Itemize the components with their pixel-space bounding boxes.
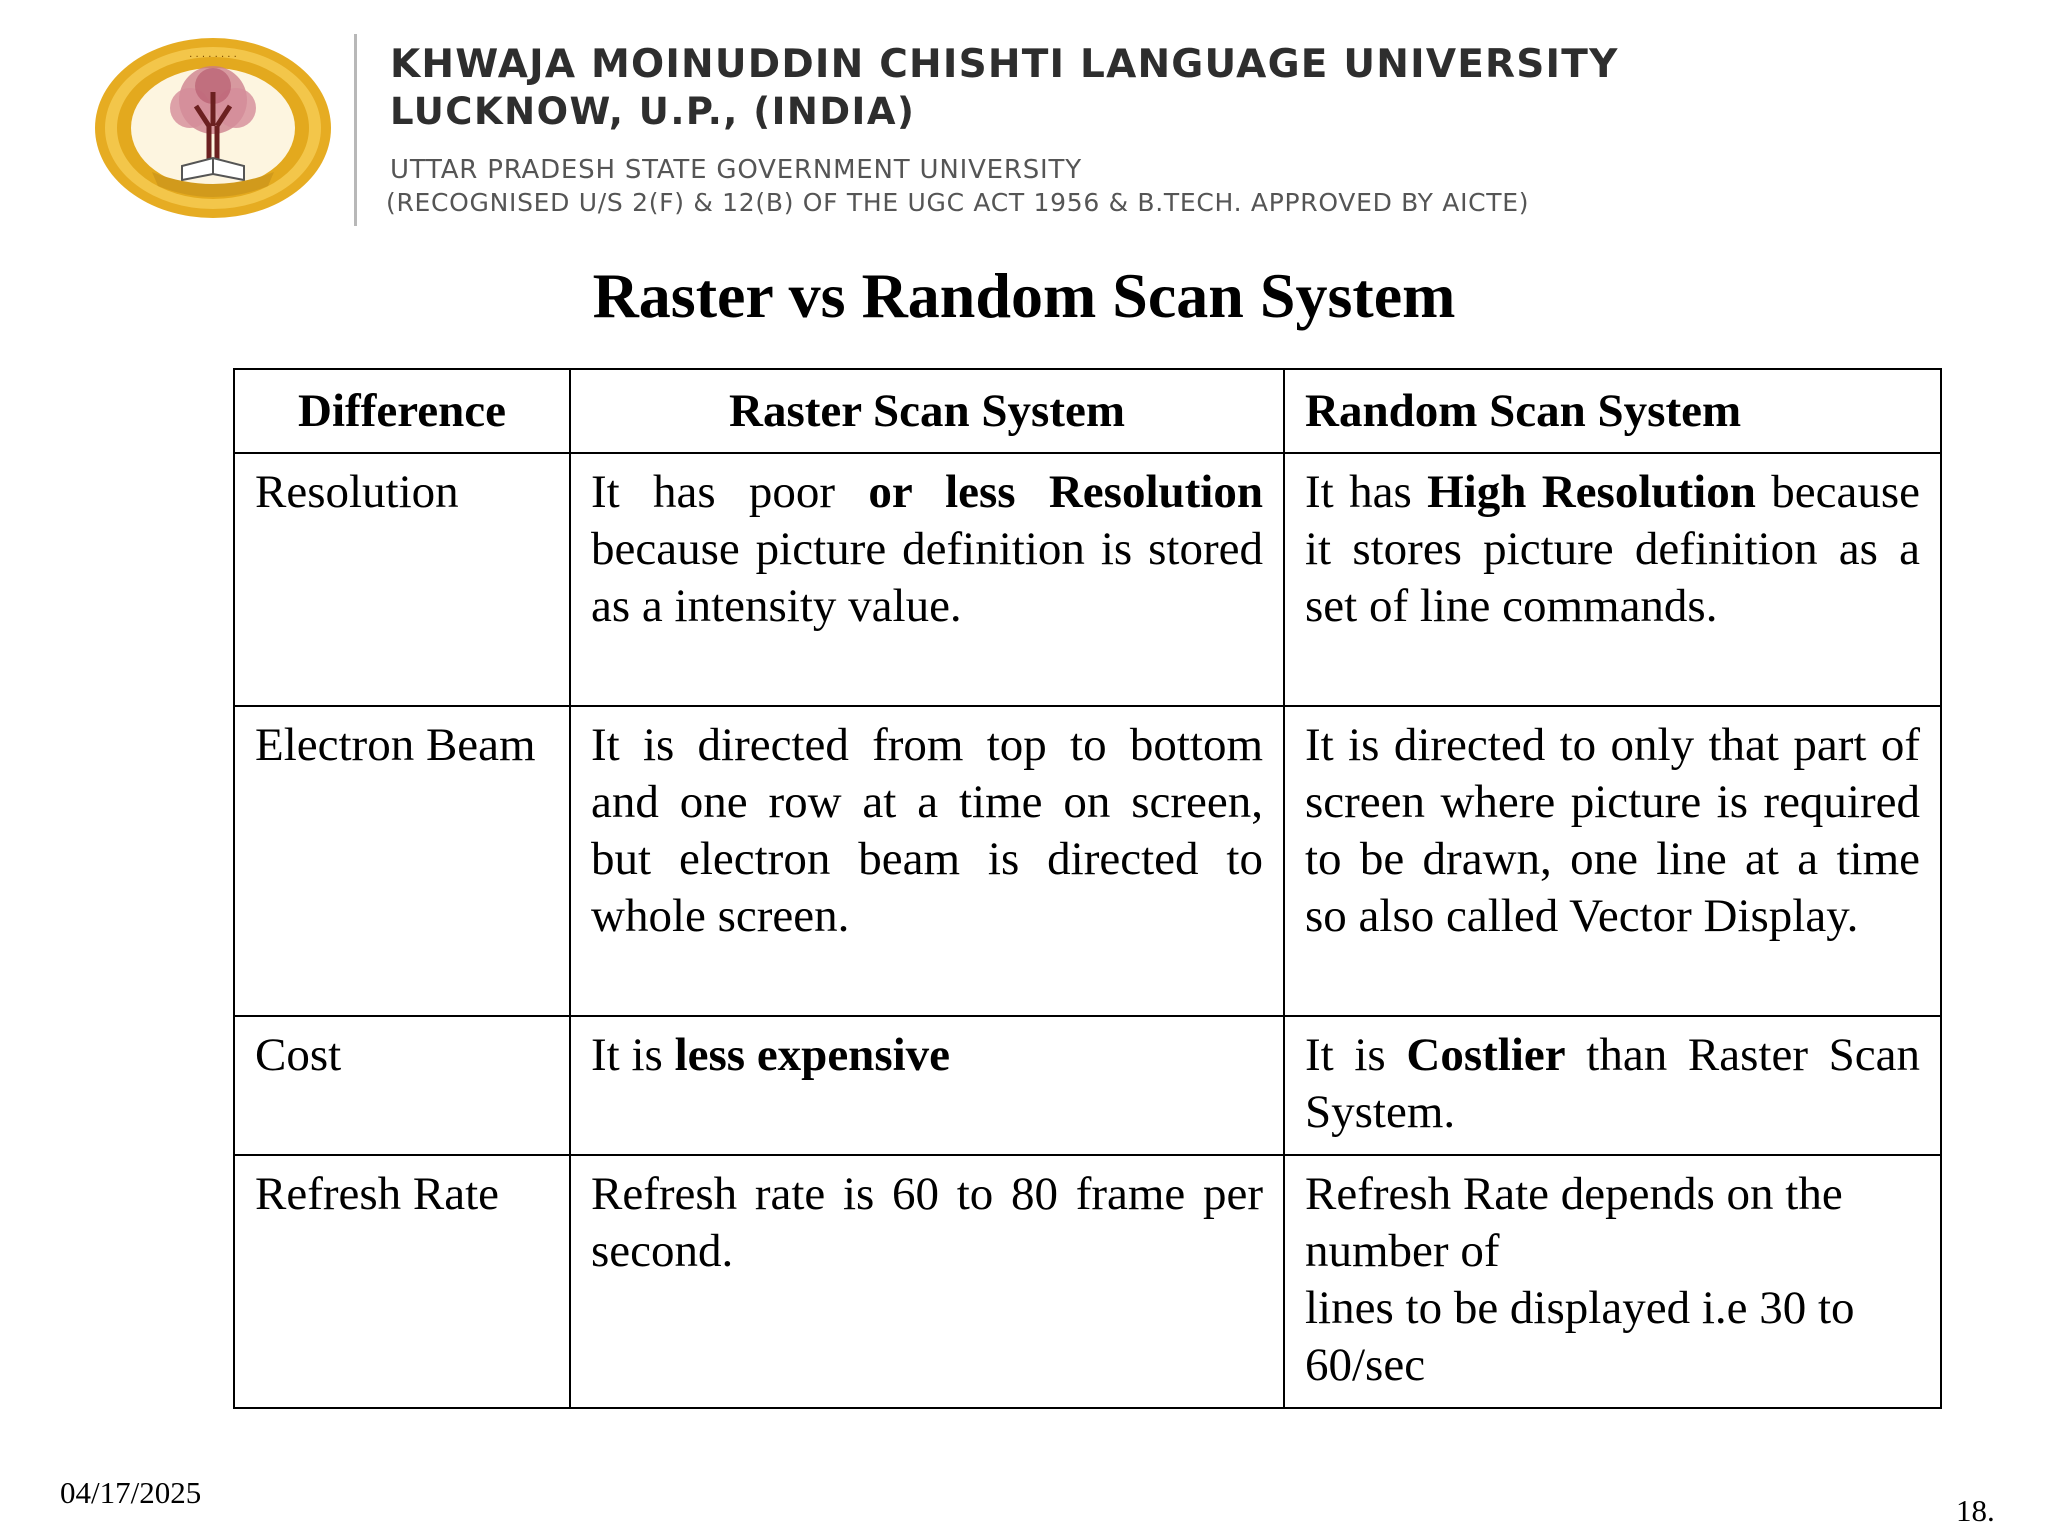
slide-title: Raster vs Random Scan System [592,260,1456,331]
header [0,0,2048,240]
cell-bold-text: Costlier [1406,1029,1566,1081]
difference-cell: Electron Beam [234,706,570,1016]
cell-text: because picture definition is stored as a intensity value. [591,523,1263,632]
svg-text:· · · · · · · ·: · · · · · · · · [189,52,237,63]
table-row [234,706,1941,1016]
table-row [234,453,1941,706]
difference-cell: Refresh Rate [234,1155,570,1408]
table-header-row [234,369,1941,453]
footer-date: 04/17/2025 [60,1475,202,1510]
random-cell [1284,453,1941,706]
university-state-line: UTTAR PRADESH STATE GOVERNMENT UNIVERSITY [390,155,1082,185]
raster-cell: Refresh rate is 60 to 80 frame per second. [570,1155,1284,1408]
header-difference: Difference [234,369,570,453]
table-row [234,1155,1941,1408]
cell-text: because it stores picture definition as a set of line commands. [1305,466,1920,632]
cell-text: It is [591,1029,675,1081]
cell-text: than Raster Scan System. [1305,1029,1920,1138]
cell-text-line: Refresh Rate depends on the number of [1305,1168,1843,1277]
cell-text: It has poor [591,466,869,518]
cell-text: It is [1305,1029,1407,1081]
random-cell [1284,1016,1941,1155]
page-number: 18. [1956,1493,1995,1528]
raster-cell [570,1016,1284,1155]
cell-text: It has [1305,466,1428,518]
cell-bold-text: or less Resolution [868,466,1263,518]
header-raster-scan: Raster Scan System [570,369,1284,453]
university-name: KHWAJA MOINUDDIN CHISHTI LANGUAGE UNIVERSITY [390,42,1619,87]
difference-cell: Resolution [234,453,570,706]
random-cell: It is directed to only that part of screen where picture is required to be drawn, one line at a time so also called Vector Display. [1284,706,1941,1016]
table-row [234,1016,1941,1155]
cell-text-line: lines to be displayed i.e 30 to 60/sec [1305,1282,1855,1391]
university-recognition-line: (RECOGNISED U/S 2(F) & 12(B) OF THE UGC ACT 1956 & B.TECH. APPROVED BY AICTE) [386,188,1530,217]
cell-bold-text: High Resolution [1427,466,1756,518]
raster-cell [570,453,1284,706]
university-city: LUCKNOW, U.P., (INDIA) [390,90,916,133]
difference-cell: Cost [234,1016,570,1155]
raster-cell: It is directed from top to bottom and one row at a time on screen, but electron beam is directed to whole screen. [570,706,1284,1016]
comparison-table [233,368,1942,1409]
university-seal-tree-icon [92,34,334,222]
header-divider [354,34,357,226]
header-random-scan: Random Scan System [1284,369,1941,453]
random-cell [1284,1155,1941,1408]
cell-bold-text: less expensive [674,1029,951,1081]
